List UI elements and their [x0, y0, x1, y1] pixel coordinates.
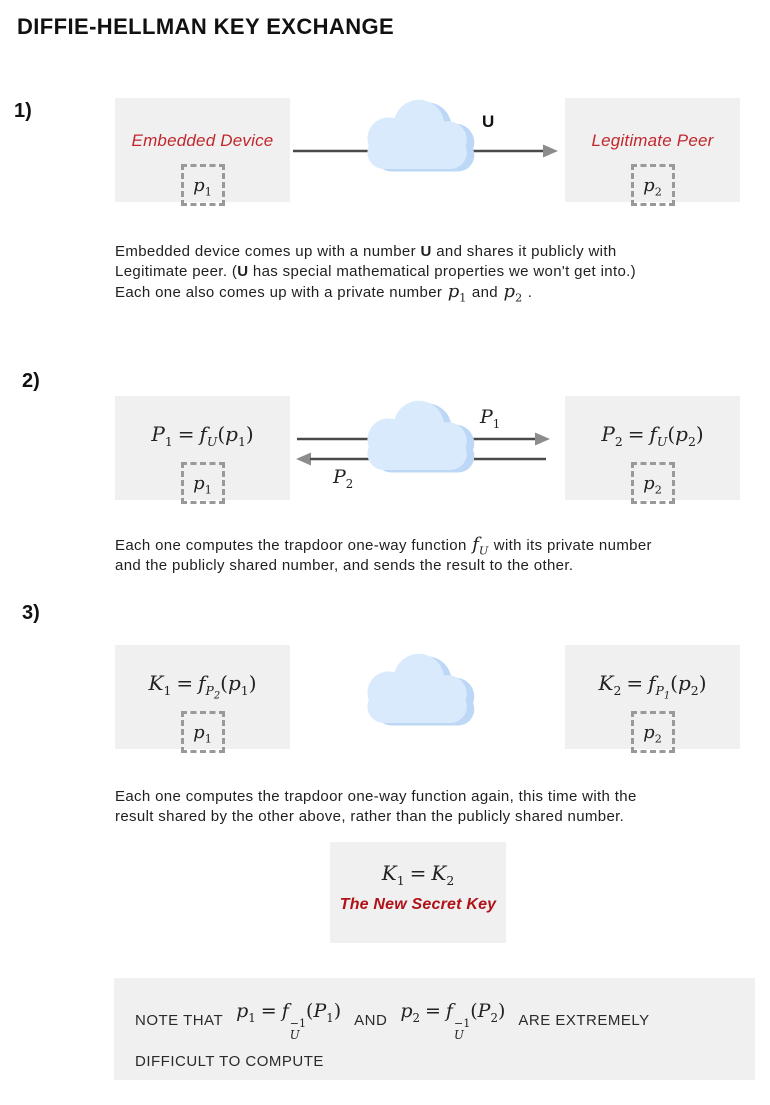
step-1-description: Embedded device comes up with a number U and shares it publicly with Legitimate peer. (U has special mathematical properties we won't get into.) Each one also comes up with a private number $p_1$ and $p_2$ . [115, 243, 637, 305]
secret-key-box [330, 842, 506, 943]
private-number-chip-p2 [631, 462, 675, 504]
equation-k1-equals-k2: $K_1 = K_2$ [381, 861, 455, 888]
embedded-device-panel [115, 98, 290, 202]
peer-key-panel [565, 645, 740, 749]
p2-symbol: $p_2$ [643, 472, 662, 497]
peer-result-panel [565, 396, 740, 500]
device-result-panel [115, 396, 290, 500]
note-line-2: DIFFICULT TO COMPUTE [135, 1052, 324, 1070]
secret-key-label: The New Secret Key [339, 896, 497, 913]
private-number-chip-p2 [631, 164, 675, 206]
p1-symbol: $p_1$ [193, 721, 212, 746]
p2-symbol: $p_2$ [643, 174, 662, 199]
note-line-1: NOTE THAT $p_1 = f$ −1 U $(P_1)$ AND $p_2 = f$ −1 U $(P_2)$ ARE EXTREMELY [135, 1000, 650, 1042]
section-2-number: 2) [22, 370, 40, 392]
network-cloud-icon [356, 96, 495, 174]
p1-symbol: $p_1$ [193, 472, 212, 497]
step-3-description: Each one computes the trapdoor one-way function again, this time with the result shared by the other above, rather than the publicly shared number. [115, 788, 637, 825]
equation-k2: $K_2 = f_{P_1}(p_2)$ [598, 671, 707, 702]
equation-k1: $K_1 = f_{P_2}(p_1)$ [148, 671, 257, 702]
step-2-description: Each one computes the trapdoor one-way function $f_U$ with its private number and the publicly shared number, and sends the result to the other. [115, 534, 652, 574]
note-box [114, 978, 755, 1080]
device-key-panel [115, 645, 290, 749]
private-number-chip-p1 [181, 462, 225, 504]
shared-p2-label: $P_2$ [333, 466, 354, 491]
p1-symbol: $p_1$ [193, 174, 212, 199]
public-number-u-label: U [482, 112, 495, 131]
section-1-number: 1) [14, 100, 32, 122]
section-3-number: 3) [22, 602, 40, 624]
embedded-device-label: Embedded Device [131, 131, 274, 150]
p2-symbol: $p_2$ [643, 721, 662, 746]
network-cloud-icon [356, 397, 492, 475]
private-number-chip-p1 [181, 711, 225, 753]
private-number-chip-p1 [181, 164, 225, 206]
private-number-chip-p2 [631, 711, 675, 753]
legitimate-peer-panel [565, 98, 740, 202]
equation-p1: $P_1 = f_U(p_1)$ [151, 422, 254, 449]
page-title: DIFFIE-HELLMAN KEY EXCHANGE [17, 14, 395, 39]
shared-p1-label: $P_1$ [480, 406, 501, 431]
legitimate-peer-label: Legitimate Peer [591, 131, 714, 150]
equation-p2: $P_2 = f_U(p_2)$ [601, 422, 704, 449]
network-cloud-icon [356, 650, 492, 728]
